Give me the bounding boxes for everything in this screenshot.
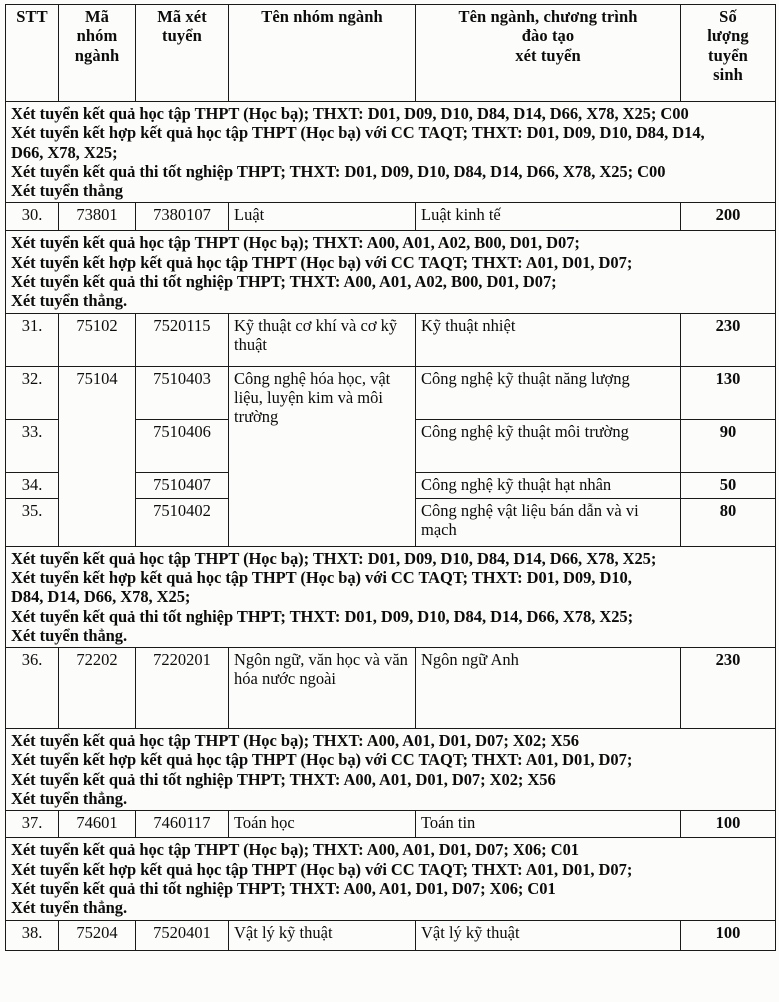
- header-line-1: Mã: [84, 7, 110, 26]
- cell-ten-nganh: Công nghệ kỹ thuật năng lượng: [416, 366, 681, 419]
- note-row: [6, 102, 776, 203]
- cell-ma-nhom-nganh: 73801: [59, 203, 136, 231]
- cell-ten-nganh: Ngôn ngữ Anh: [416, 648, 681, 729]
- header-line-3: xét tuyển: [515, 45, 581, 65]
- note-line: Xét tuyển thẳng.: [11, 789, 128, 809]
- column-header-so-luong: [681, 5, 776, 102]
- cell-ma-nhom-nganh: 75102: [59, 313, 136, 366]
- note-line: Xét tuyển kết quả thi tốt nghiệp THPT; THXT: A00, A01, A02, B00, D01, D07;: [11, 272, 557, 292]
- table-row: [6, 366, 776, 419]
- cell-ma-xet-tuyen: 7510407: [136, 472, 229, 498]
- cell-so-luong: 200: [681, 203, 776, 231]
- cell-ten-nhom-nganh: Vật lý kỹ thuật: [229, 920, 416, 950]
- note-line: Xét tuyển kết quả học tập THPT (Học bạ); THXT: D01, D09, D10, D84, D14, D66, X78, X25; C00: [11, 104, 689, 123]
- cell-so-luong: 130: [681, 366, 776, 419]
- column-header-ten-nhom-nganh: Tên nhóm ngành: [229, 5, 416, 102]
- header-line-1: Tên ngành, chương trình: [458, 7, 638, 26]
- cell-ma-nhom-nganh: 75204: [59, 920, 136, 950]
- cell-stt: 30.: [6, 203, 59, 231]
- admission-method-note-4: [6, 729, 776, 811]
- column-header-ma-nhom-nganh: [59, 5, 136, 102]
- table-body: [6, 102, 776, 951]
- cell-ten-nhom-nganh-merged: Công nghệ hóa học, vật liệu, luyện kim và môi trường: [229, 366, 416, 546]
- cell-ma-xet-tuyen: 7460117: [136, 811, 229, 838]
- admissions-table: [5, 4, 776, 951]
- cell-ten-nganh: Toán tin: [416, 811, 681, 838]
- cell-ma-xet-tuyen: 7220201: [136, 648, 229, 729]
- header-line-2: tuyển: [162, 26, 202, 46]
- note-row: [6, 729, 776, 811]
- admission-method-note-1: [6, 102, 776, 203]
- admission-method-note-3: [6, 546, 776, 647]
- note-row: [6, 838, 776, 920]
- note-line: Xét tuyển kết hợp kết quả học tập THPT (Học bạ) với CC TAQT; THXT: A01, D01, D07;: [11, 252, 633, 272]
- note-line: Xét tuyển thẳng.: [11, 898, 128, 918]
- table-row: [6, 313, 776, 366]
- cell-ma-nhom-nganh-merged: 75104: [59, 366, 136, 546]
- note-line: Xét tuyển thẳng.: [11, 625, 128, 645]
- cell-ma-xet-tuyen: 7510403: [136, 366, 229, 419]
- table-row: [6, 203, 776, 231]
- note-line: Xét tuyển kết quả học tập THPT (Học bạ); THXT: A00, A01, A02, B00, D01, D07;: [11, 233, 580, 253]
- note-line: Xét tuyển kết hợp kết quả học tập THPT (Học bạ) với CC TAQT; THXT: D01, D09, D10,: [11, 567, 632, 587]
- note-line: Xét tuyển kết quả thi tốt nghiệp THPT; THXT: A00, A01, D01, D07; X06; C01: [11, 878, 556, 898]
- note-line: Xét tuyển kết quả học tập THPT (Học bạ); THXT: A00, A01, D01, D07; X06; C01: [11, 840, 579, 860]
- cell-ten-nhom-nganh: Ngôn ngữ, văn học và văn hóa nước ngoài: [229, 648, 416, 729]
- cell-ma-xet-tuyen: 7520401: [136, 920, 229, 950]
- admission-method-note-5: [6, 838, 776, 920]
- note-line: Xét tuyển kết hợp kết quả học tập THPT (Học bạ) với CC TAQT; THXT: A01, D01, D07;: [11, 859, 633, 879]
- cell-ten-nganh: Công nghệ kỹ thuật môi trường: [416, 419, 681, 472]
- table-row: [6, 648, 776, 729]
- cell-stt: 38.: [6, 920, 59, 950]
- cell-ma-nhom-nganh: 72202: [59, 648, 136, 729]
- cell-ten-nganh: Luật kinh tế: [416, 203, 681, 231]
- note-line: Xét tuyển kết quả thi tốt nghiệp THPT; THXT: D01, D09, D10, D84, D14, D66, X78, X25; C00: [11, 161, 666, 181]
- note-row: [6, 231, 776, 313]
- cell-ma-xet-tuyen: 7380107: [136, 203, 229, 231]
- column-header-ten-nganh: [416, 5, 681, 102]
- header-line-2: lượng: [707, 26, 749, 46]
- cell-ten-nganh: Vật lý kỹ thuật: [416, 920, 681, 950]
- table-row: [6, 920, 776, 950]
- note-line: Xét tuyển kết hợp kết quả học tập THPT (Học bạ) với CC TAQT; THXT: A01, D01, D07;: [11, 750, 633, 770]
- cell-stt: 34.: [6, 472, 59, 498]
- cell-ten-nganh: Kỹ thuật nhiệt: [416, 313, 681, 366]
- note-line: Xét tuyển kết quả thi tốt nghiệp THPT; THXT: A00, A01, D01, D07; X02; X56: [11, 769, 556, 789]
- cell-stt: 31.: [6, 313, 59, 366]
- note-line: Xét tuyển kết hợp kết quả học tập THPT (Học bạ) với CC TAQT; THXT: D01, D09, D10, D84, D14,: [11, 123, 705, 143]
- note-row: [6, 546, 776, 647]
- cell-stt: 32.: [6, 366, 59, 419]
- cell-stt: 35.: [6, 498, 59, 546]
- cell-ten-nganh: Công nghệ kỹ thuật hạt nhân: [416, 472, 681, 498]
- note-line: Xét tuyển kết quả học tập THPT (Học bạ); THXT: D01, D09, D10, D84, D14, D66, X78, X25;: [11, 548, 657, 568]
- cell-stt: 37.: [6, 811, 59, 838]
- cell-so-luong: 100: [681, 811, 776, 838]
- cell-so-luong: 90: [681, 419, 776, 472]
- note-line: Xét tuyển thẳng.: [11, 291, 128, 311]
- header-line-3: tuyển: [708, 45, 748, 65]
- header-line-3: ngành: [74, 45, 120, 65]
- cell-so-luong: 230: [681, 648, 776, 729]
- cell-ma-xet-tuyen: 7510402: [136, 498, 229, 546]
- header-line-2: đào tạo: [521, 26, 575, 46]
- table-row: [6, 811, 776, 838]
- note-line: D84, D14, D66, X78, X25;: [11, 587, 191, 607]
- header-line-2: nhóm: [76, 26, 118, 46]
- cell-ten-nhom-nganh: Toán học: [229, 811, 416, 838]
- note-line: Xét tuyển kết quả học tập THPT (Học bạ); THXT: A00, A01, D01, D07; X02; X56: [11, 731, 579, 751]
- note-line: D66, X78, X25;: [11, 142, 118, 162]
- cell-stt: 36.: [6, 648, 59, 729]
- table-header: [6, 5, 776, 102]
- cell-ten-nhom-nganh: Kỹ thuật cơ khí và cơ kỹ thuật: [229, 313, 416, 366]
- header-line-1: Mã xét: [157, 7, 207, 26]
- cell-ma-xet-tuyen: 7510406: [136, 419, 229, 472]
- cell-ma-nhom-nganh: 74601: [59, 811, 136, 838]
- admission-method-note-2: [6, 231, 776, 313]
- cell-so-luong: 80: [681, 498, 776, 546]
- cell-so-luong: 50: [681, 472, 776, 498]
- column-header-stt: STT: [6, 5, 59, 102]
- cell-so-luong: 100: [681, 920, 776, 950]
- table-header-row: [6, 5, 776, 102]
- cell-stt: 33.: [6, 419, 59, 472]
- note-line: Xét tuyển kết quả thi tốt nghiệp THPT; THXT: D01, D09, D10, D84, D14, D66, X78, X25;: [11, 606, 634, 626]
- note-line: Xét tuyển thẳng: [11, 181, 124, 201]
- cell-ten-nhom-nganh: Luật: [229, 203, 416, 231]
- column-header-ma-xet-tuyen: [136, 5, 229, 102]
- header-line-1: Số: [719, 7, 737, 26]
- cell-so-luong: 230: [681, 313, 776, 366]
- cell-ten-nganh: Công nghệ vật liệu bán dẫn và vi mạch: [416, 498, 681, 546]
- header-line-4: sinh: [713, 64, 743, 84]
- cell-ma-xet-tuyen: 7520115: [136, 313, 229, 366]
